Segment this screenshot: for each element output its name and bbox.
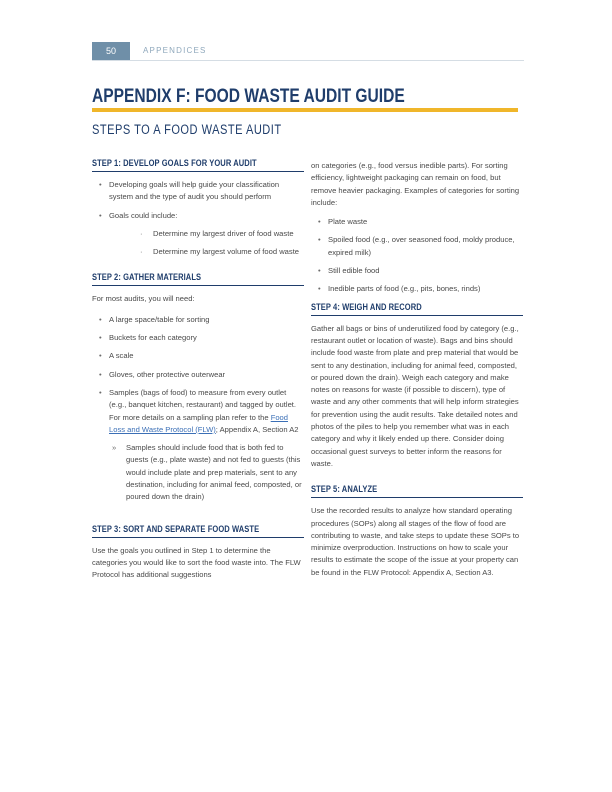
step3-text: Use the goals you outlined in Step 1 to determine the categories you would like to sort the food waste into. The FLW Protocol has additional suggestions (92, 545, 301, 580)
sub-list-item: · Determine my largest volume of food waste (109, 246, 304, 258)
section-label: APPENDICES (143, 46, 207, 55)
list-item (92, 387, 304, 504)
category-list (311, 216, 523, 295)
list-item-text: Goals could include: (109, 210, 178, 220)
list-item (92, 210, 304, 259)
step4-text: Gather all bags or bins of underutilized food by category (e.g., restaurant outlet or location of waste). Bags and bins should include food waste from plate and prep material that would be sent to any destination, including for animal feed, composted, or poured down the drain). Weigh each category and make notes on reasons for waste (if possible to discern), type of waste and any other comments that will help inform strategies for prevention using the audit results. Take detailed notes and photos of the piles to help you remember what was in each category and why it likely ended up there. Consider doing occasional guest surveys to better inform the reasons for waste. (311, 323, 519, 468)
list-item: • Inedible parts of food (e.g., pits, bones, rinds) (311, 283, 523, 295)
step1-heading: STEP 1: DEVELOP GOALS FOR YOUR AUDIT (92, 158, 304, 172)
list-item: • Developing goals will help guide your classification system and the type of audit you should perform (92, 179, 304, 204)
samples-sublist (109, 442, 304, 503)
page-title: APPENDIX F: FOOD WASTE AUDIT GUIDE (92, 86, 405, 107)
list-item: • A large space/table for sorting (92, 314, 304, 326)
list-item: • Gloves, other protective outerwear (92, 369, 304, 381)
step3-continued: on categories (e.g., food versus inedible parts). For sorting efficiency, lightweight packaging can remain on food, but remove heavier packaging. Examples of categories for sorting include: (311, 161, 520, 207)
samples-text: Samples (bags of food) to measure from every outlet (e.g., banquet kitchen, restaurant) and tagged by outlet. For more details on a sampling plan refer to the (109, 387, 297, 422)
page-subtitle: STEPS TO A FOOD WASTE AUDIT (92, 122, 282, 137)
step2-intro: For most audits, you will need: (92, 294, 195, 304)
page-number: 50 (92, 42, 130, 60)
samples-tail: ; Appendix A, Section A2 (215, 424, 299, 434)
sub-list-item: » Samples should include food that is both fed to guests (e.g., plate waste) and not fed to guests (this would include plate and prep materials, sent to any destination, including for animal feed, composted, or poured down the drain) (109, 442, 304, 503)
header-divider (92, 60, 524, 61)
list-item: • Buckets for each category (92, 332, 304, 344)
list-item: • Spoiled food (e.g., over seasoned food, moldy produce, expired milk) (311, 234, 523, 259)
flw-protocol-link[interactable]: Food Loss and Waste Protocol (FLW) (109, 412, 288, 434)
step1-sublist (109, 228, 304, 259)
right-column (311, 160, 523, 579)
step1-list (92, 179, 304, 258)
list-item: • Plate waste (311, 216, 523, 228)
left-column (92, 158, 304, 582)
step5-heading: STEP 5: ANALYZE (311, 484, 523, 498)
step2-heading: STEP 2: GATHER MATERIALS (92, 272, 304, 286)
step4-heading: STEP 4: WEIGH AND RECORD (311, 302, 523, 316)
step3-heading: STEP 3: SORT AND SEPARATE FOOD WASTE (92, 524, 304, 538)
step5-text: Use the recorded results to analyze how standard operating procedures (SOPs) along all stages of the flow of food are contributing to waste, and take steps to update these SOPs to minimize overproduction. Instructions on how to scale your results to estimate the scope of the issue at your property can be found in the FLW Protocol: Appendix A, Section A3. (311, 506, 520, 577)
step2-list (92, 314, 304, 504)
list-item: • A scale (92, 350, 304, 362)
list-item: • Still edible food (311, 265, 523, 277)
title-underline (92, 108, 518, 112)
sub-list-item: · Determine my largest driver of food waste (109, 228, 304, 240)
